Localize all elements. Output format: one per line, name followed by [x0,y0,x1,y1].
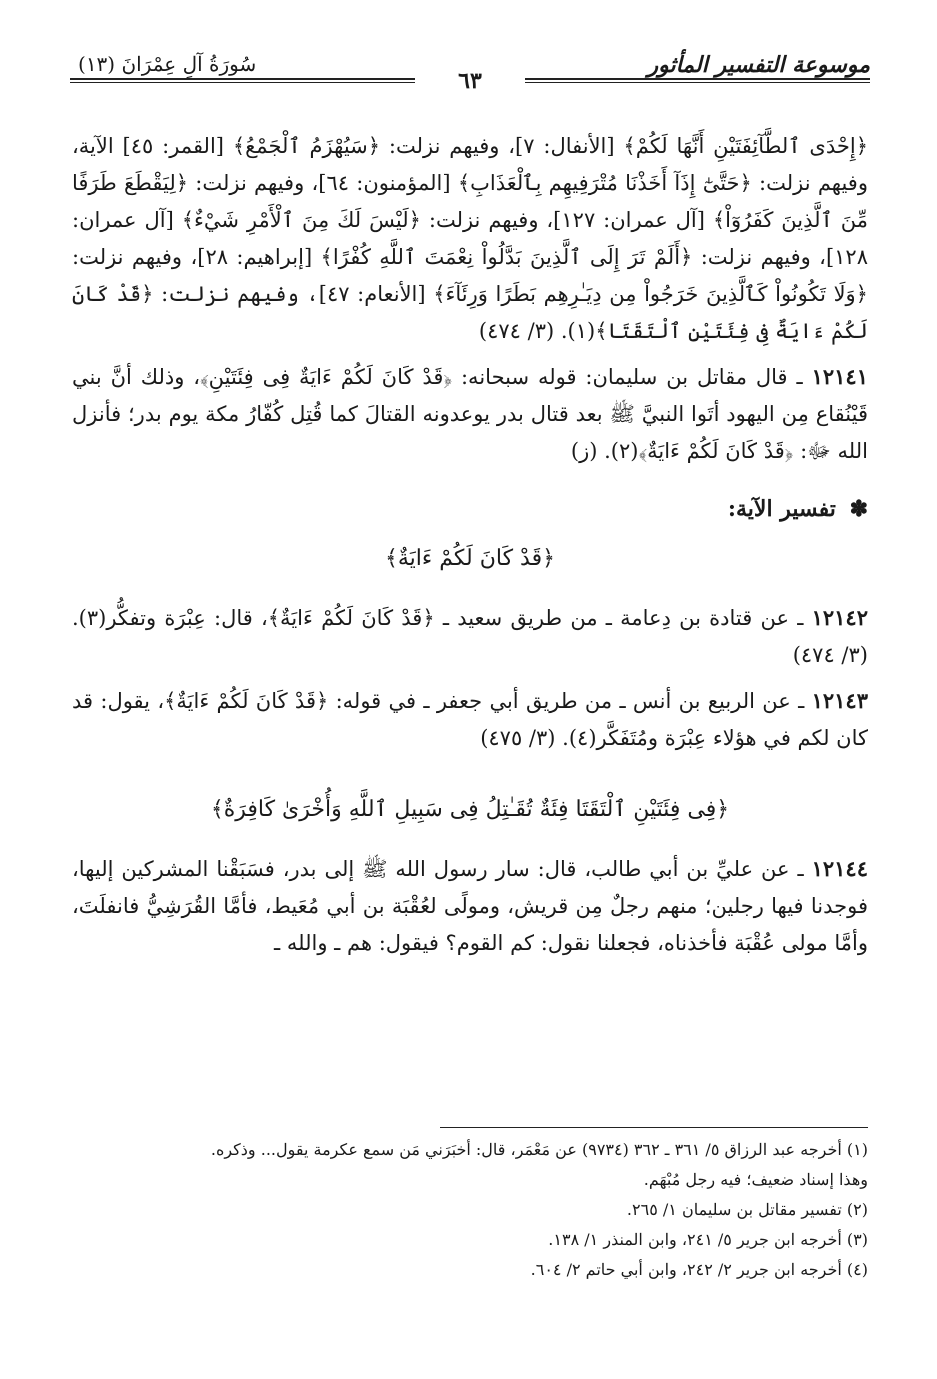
entry-text: ـ قال مقاتل بن سليمان: قوله سبحانه: ﴿قَدْ كَانَ لَكُمْ ءَايَةٌ فِى فِئَتَيْنِ﴾، وذلك أنَّ بني قَيْنُقاع مِن اليهود أتَوا النبيَّ ﷺ بعد قتال بدر يوعدونه القتالَ كما قُتِل كُفّارُ مكة يوم بدر؛ فأنزل الله ﷻ: ﴿قَدْ كَانَ لَكُمْ ءَايَةٌ﴾(٢). (ز) [72,365,868,463]
page-number: ٦٣ [458,68,482,94]
footnote: (٢) تفسير مقاتل بن سليمان ١/ ٢٦٥. [626,1200,868,1219]
entry-text: ـ عن الربيع بن أنس ـ من طريق أبي جعفر ـ في قوله: ﴿قَدْ كَانَ لَكُمْ ءَايَةٌ﴾، يقول: قد كان لكم في هؤلاء عِبْرَة ومُتَفَكَّر(٤). (٣/ ٤٧٥) [72,689,868,750]
footnotes [72,1135,868,1285]
entry-number: ١٢١٤٣ [811,688,868,713]
entry-text: ـ عن عليِّ بن أبي طالب، قال: سار رسول الله ﷺ إلى بدر، فسَبَقْنا المشركين إليها، فوجدنا فيها رجلين؛ منهم رجلٌ مِن قريش، ومولًى لعُقْبَة بن أبي مُعَيط، فأمَّا القُرَشِيُّ فانفلَتَ، وأمَّا مولى عُقْبَة فأخذناه، فجعلنا نقول: كم القوم؟ فيقول: هم ـ والله ـ [72,857,868,955]
entry-number: ١٢١٤٢ [811,605,868,630]
footnote-divider [440,1127,868,1128]
paragraph-continuation: ﴿إِحْدَى ٱلطَّآئِفَتَيْنِ أَنَّهَا لَكُمْ﴾ [الأنفال: ٧]، وفيهم نزلت: ﴿سَيُهْزَمُ ٱلْجَمْعُ﴾ [القمر: ٤٥] الآية، وفيهم نزلت: ﴿حَتَّىٰٓ إِذَآ أَخَذْنَا مُتْرَفِيهِم بِٱلْعَذَابِ﴾ [المؤمنون: ٦٤]، وفيهم نزلت: ﴿لِيَقْطَعَ طَرَفًا مِّنَ ٱلَّذِينَ كَفَرُوٓاْ﴾ [آل عمران: ١٢٧]، وفيهم نزلت: ﴿لَيْسَ لَكَ مِنَ ٱلْأَمْرِ شَيْءٌ﴾ [آل عمران: ١٢٨]، وفيهم نزلت: ﴿أَلَمْ تَرَ إِلَى ٱلَّذِينَ بَدَّلُواْ نِعْمَتَ ٱللَّهِ كُفْرًا﴾ [إبراهيم: ٢٨]، وفيهم نزلت: ﴿وَلَا تَكُونُواْ كَٱلَّذِينَ خَرَجُواْ مِن دِيَـٰرِهِم بَطَرًا وَرِئَآءَ﴾ [الأنعام: ٤٧]، وفيهم نزلت: ﴿قَدْ كَانَ لَكُمْ ءَايَةٌ فِى فِئَتَيْنِ ٱلْتَقَتَا﴾(١). (٣/ ٤٧٤) [72,134,869,343]
page-header [70,42,870,94]
paragraph-12142 [72,599,868,674]
section-heading-text: تفسير الآية: [727,496,836,522]
footnote: (١) أخرجه عبد الرزاق ٥/ ٣٦١ ـ ٣٦٢ (٩٧٣٤) عن مَعْمَر، قال: أخبَرَني مَن سمع عكرمة يقول... وذكره. [210,1140,868,1159]
flower-icon: ✽ [849,496,868,522]
footnote: (٣) أخرجه ابن جرير ٥/ ٢٤١، وابن المنذر ١/ ١٣٨. [548,1230,868,1249]
verse-heading-1: ﴿قَدْ كَانَ لَكُمْ ءَايَةٌ﴾ [384,546,556,571]
section-heading [72,496,868,522]
book-title: موسوعة التفسير المأثور [647,52,870,78]
page-body [72,128,868,962]
paragraph-12144 [72,850,868,962]
entry-text: ـ عن قتادة بن دِعامة ـ من طريق سعيد ـ ﴿قَدْ كَانَ لَكُمْ ءَايَةٌ﴾، قال: عِبْرَة وتفكُّر(٣). (٣/ ٤٧٤) [72,606,868,667]
entry-number: ١٢١٤١ [811,364,868,389]
paragraph-12143 [72,682,868,757]
footnote: وهذا إسناد ضعيف؛ فيه رجل مُبْهَم. [643,1170,868,1189]
footnote: (٤) أخرجه ابن جرير ٢/ ٢٤٢، وابن أبي حاتم ٢/ ٦٠٤. [530,1260,868,1279]
verse-heading-2: ﴿فِى فِئَتَيْنِ ٱلْتَقَتَا فِئَةٌ تُقَـٰتِلُ فِى سَبِيلِ ٱللَّهِ وَأُخْرَىٰ كَافِرَةٌ﴾ [210,797,730,822]
surah-title: سُورَةُ آلِ عِمْرَانَ (١٣) [78,52,257,76]
header-rule-right [525,78,870,83]
paragraph-12141 [72,358,868,470]
header-rule-left [70,78,415,83]
entry-number: ١٢١٤٤ [811,856,868,881]
